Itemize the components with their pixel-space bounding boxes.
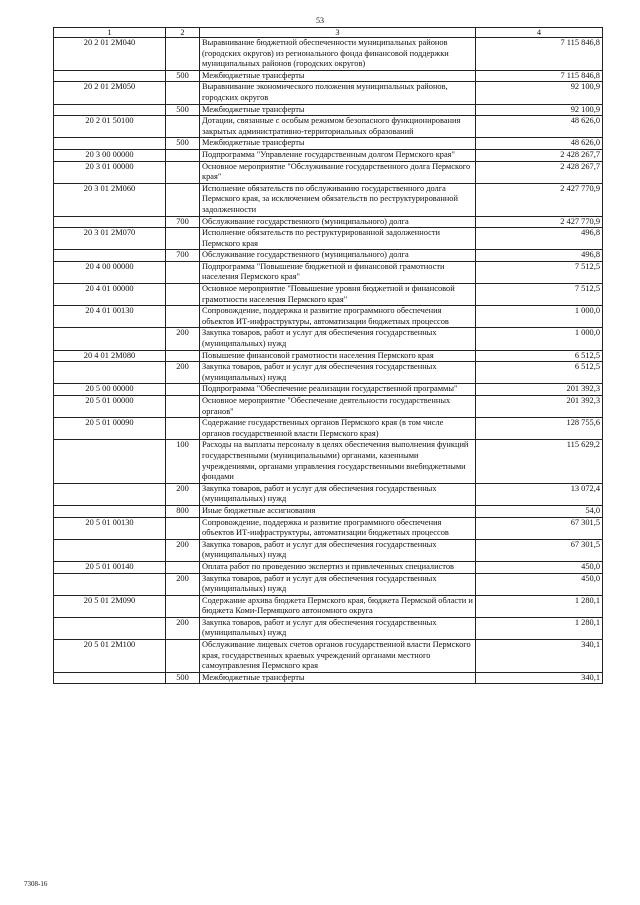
row-code: 20 5 01 2M090 [54, 595, 166, 617]
row-code: 20 3 01 2M070 [54, 228, 166, 250]
row-name: Сопровождение, поддержка и развитие программного обеспечения объектов ИТ-инфраструктуры, автоматизации бюджетных процессов [200, 517, 476, 539]
row-name: Основное мероприятие "Обеспечение деятельности государственных органов" [200, 396, 476, 418]
row-code: 20 5 01 00000 [54, 396, 166, 418]
table-row [54, 396, 603, 418]
column-header: 2 [166, 28, 200, 38]
row-code [54, 138, 166, 150]
row-name: Межбюджетные трансферты [200, 672, 476, 684]
table-row [54, 183, 603, 216]
table-row [54, 70, 603, 82]
row-expense-type [166, 284, 200, 306]
row-amount: 450,0 [476, 573, 603, 595]
row-expense-type [166, 261, 200, 283]
row-expense-type: 700 [166, 250, 200, 262]
row-name: Подпрограмма "Обеспечение реализации государственной программы" [200, 384, 476, 396]
row-code [54, 104, 166, 116]
row-name: Закупка товаров, работ и услуг для обеспечения государственных (муниципальных) нужд [200, 573, 476, 595]
row-amount: 6 512,5 [476, 362, 603, 384]
row-amount: 7 512,5 [476, 284, 603, 306]
table-row [54, 149, 603, 161]
row-amount: 128 755,6 [476, 418, 603, 440]
row-name: Сопровождение, поддержка и развитие программного обеспечения объектов ИТ-инфраструктуры, автоматизации бюджетных процессов [200, 306, 476, 328]
row-code [54, 672, 166, 684]
row-code: 20 2 01 2M050 [54, 82, 166, 104]
page-number: 53 [316, 16, 324, 25]
row-code: 20 4 01 2M080 [54, 350, 166, 362]
table-row [54, 161, 603, 183]
row-amount: 496,8 [476, 250, 603, 262]
table-row [54, 250, 603, 262]
row-name: Межбюджетные трансферты [200, 70, 476, 82]
row-expense-type: 200 [166, 483, 200, 505]
row-amount: 48 626,0 [476, 138, 603, 150]
row-code: 20 3 01 00000 [54, 161, 166, 183]
row-expense-type [166, 82, 200, 104]
row-expense-type: 500 [166, 104, 200, 116]
row-expense-type: 500 [166, 70, 200, 82]
row-name: Дотации, связанные с особым режимом безопасного функционирования закрытых административно-территориальных образований [200, 116, 476, 138]
row-code: 20 5 00 00000 [54, 384, 166, 396]
row-amount: 496,8 [476, 228, 603, 250]
budget-table [53, 27, 603, 684]
row-code [54, 573, 166, 595]
table-row [54, 672, 603, 684]
row-amount: 48 626,0 [476, 116, 603, 138]
table-row [54, 362, 603, 384]
row-name: Обслуживание лицевых счетов органов государственной власти Пермского края, государственных краевых учреждений органами местного самоуправления Пермского края [200, 640, 476, 673]
row-amount: 54,0 [476, 505, 603, 517]
row-code [54, 440, 166, 483]
row-name: Повышение финансовой грамотности населения Пермского края [200, 350, 476, 362]
row-expense-type: 800 [166, 505, 200, 517]
row-amount: 92 100,9 [476, 104, 603, 116]
table-row [54, 561, 603, 573]
row-amount: 2 428 267,7 [476, 161, 603, 183]
row-expense-type [166, 418, 200, 440]
table-row [54, 216, 603, 228]
row-amount: 1 000,0 [476, 306, 603, 328]
table-row [54, 418, 603, 440]
footer-code: 7308-16 [24, 880, 48, 888]
table-row [54, 306, 603, 328]
row-name: Исполнение обязательств по обслуживанию государственного долга Пермского края, за исключением обязательств по реструктурированной задолженности [200, 183, 476, 216]
row-code: 20 5 01 00130 [54, 517, 166, 539]
row-expense-type: 200 [166, 362, 200, 384]
row-amount: 7 512,5 [476, 261, 603, 283]
row-name: Закупка товаров, работ и услуг для обеспечения государственных (муниципальных) нужд [200, 362, 476, 384]
table-row [54, 617, 603, 639]
row-expense-type: 700 [166, 216, 200, 228]
row-amount: 201 392,3 [476, 384, 603, 396]
row-amount: 67 301,5 [476, 517, 603, 539]
table-row [54, 440, 603, 483]
row-code [54, 328, 166, 350]
row-code: 20 5 01 2M100 [54, 640, 166, 673]
row-expense-type: 200 [166, 328, 200, 350]
row-name: Обслуживание государственного (муниципального) долга [200, 216, 476, 228]
row-expense-type [166, 306, 200, 328]
table-row [54, 483, 603, 505]
row-name: Расходы на выплаты персоналу в целях обеспечения выполнения функций государственными (муниципальными) органами, казенными учреждениями, органами управления государственными внебюджетными фондами [200, 440, 476, 483]
table-body [54, 38, 603, 684]
table-row [54, 517, 603, 539]
row-name: Содержание архива бюджета Пермского края, бюджета Пермской области и бюджета Коми-Пермяцкого автономного округа [200, 595, 476, 617]
column-header: 1 [54, 28, 166, 38]
row-expense-type: 200 [166, 539, 200, 561]
table-row [54, 328, 603, 350]
row-name: Выравнивание бюджетной обеспеченности муниципальных районов (городских округов) из регионального фонда финансовой поддержки муниципальных районов (городских округов) [200, 38, 476, 71]
row-code [54, 216, 166, 228]
row-expense-type [166, 595, 200, 617]
row-code: 20 3 00 00000 [54, 149, 166, 161]
table-row [54, 640, 603, 673]
row-amount: 7 115 846,8 [476, 38, 603, 71]
column-header: 3 [200, 28, 476, 38]
column-header: 4 [476, 28, 603, 38]
row-name: Основное мероприятие "Повышение уровня бюджетной и финансовой грамотности населения Пермского края" [200, 284, 476, 306]
row-name: Исполнение обязательств по реструктурированной задолженности Пермского края [200, 228, 476, 250]
row-amount: 1 280,1 [476, 595, 603, 617]
table-row [54, 228, 603, 250]
row-code [54, 539, 166, 561]
row-amount: 340,1 [476, 640, 603, 673]
row-expense-type [166, 561, 200, 573]
row-code: 20 4 01 00130 [54, 306, 166, 328]
row-expense-type [166, 396, 200, 418]
table-row [54, 350, 603, 362]
table-row [54, 82, 603, 104]
row-code [54, 617, 166, 639]
row-name: Обслуживание государственного (муниципального) долга [200, 250, 476, 262]
row-code [54, 362, 166, 384]
row-amount: 6 512,5 [476, 350, 603, 362]
row-expense-type [166, 640, 200, 673]
row-expense-type: 500 [166, 672, 200, 684]
row-code: 20 2 01 2M040 [54, 38, 166, 71]
row-name: Закупка товаров, работ и услуг для обеспечения государственных (муниципальных) нужд [200, 483, 476, 505]
row-amount: 7 115 846,8 [476, 70, 603, 82]
row-expense-type [166, 116, 200, 138]
row-code: 20 4 01 00000 [54, 284, 166, 306]
row-code: 20 4 00 00000 [54, 261, 166, 283]
row-name: Оплата работ по проведению экспертиз и привлеченных специалистов [200, 561, 476, 573]
row-amount: 1 280,1 [476, 617, 603, 639]
row-expense-type [166, 384, 200, 396]
row-code [54, 70, 166, 82]
row-expense-type [166, 517, 200, 539]
row-name: Закупка товаров, работ и услуг для обеспечения государственных (муниципальных) нужд [200, 539, 476, 561]
row-expense-type [166, 149, 200, 161]
table-row [54, 505, 603, 517]
row-name: Закупка товаров, работ и услуг для обеспечения государственных (муниципальных) нужд [200, 617, 476, 639]
row-expense-type: 200 [166, 617, 200, 639]
row-name: Содержание государственных органов Пермского края (в том числе органов государственной власти Пермского края) [200, 418, 476, 440]
row-expense-type: 100 [166, 440, 200, 483]
row-amount: 115 629,2 [476, 440, 603, 483]
row-amount: 340,1 [476, 672, 603, 684]
row-expense-type [166, 228, 200, 250]
row-amount: 2 428 267,7 [476, 149, 603, 161]
row-expense-type [166, 183, 200, 216]
row-expense-type [166, 38, 200, 71]
row-code: 20 5 01 00140 [54, 561, 166, 573]
column-header-row [54, 28, 603, 38]
row-amount: 1 000,0 [476, 328, 603, 350]
row-expense-type [166, 161, 200, 183]
row-amount: 2 427 770,9 [476, 216, 603, 228]
row-amount: 67 301,5 [476, 539, 603, 561]
table-row [54, 384, 603, 396]
row-code [54, 250, 166, 262]
table-row [54, 116, 603, 138]
row-amount: 2 427 770,9 [476, 183, 603, 216]
table-row [54, 539, 603, 561]
table-row [54, 595, 603, 617]
row-amount: 201 392,3 [476, 396, 603, 418]
row-expense-type: 200 [166, 573, 200, 595]
row-code: 20 3 01 2M060 [54, 183, 166, 216]
table-row [54, 104, 603, 116]
row-name: Основное мероприятие "Обслуживание государственного долга Пермского края" [200, 161, 476, 183]
table-row [54, 261, 603, 283]
row-expense-type [166, 350, 200, 362]
row-code: 20 2 01 50100 [54, 116, 166, 138]
row-name: Иные бюджетные ассигнования [200, 505, 476, 517]
row-name: Межбюджетные трансферты [200, 104, 476, 116]
row-amount: 450,0 [476, 561, 603, 573]
row-name: Подпрограмма "Повышение бюджетной и финансовой грамотности населения Пермского края" [200, 261, 476, 283]
row-name: Закупка товаров, работ и услуг для обеспечения государственных (муниципальных) нужд [200, 328, 476, 350]
row-name: Выравнивание экономического положения муниципальных районов, городских округов [200, 82, 476, 104]
table-row [54, 138, 603, 150]
row-name: Межбюджетные трансферты [200, 138, 476, 150]
row-name: Подпрограмма "Управление государственным долгом Пермского края" [200, 149, 476, 161]
row-expense-type: 500 [166, 138, 200, 150]
row-amount: 13 072,4 [476, 483, 603, 505]
row-code: 20 5 01 00090 [54, 418, 166, 440]
table-row [54, 284, 603, 306]
row-amount: 92 100,9 [476, 82, 603, 104]
row-code [54, 483, 166, 505]
table-row [54, 38, 603, 71]
row-code [54, 505, 166, 517]
table-row [54, 573, 603, 595]
